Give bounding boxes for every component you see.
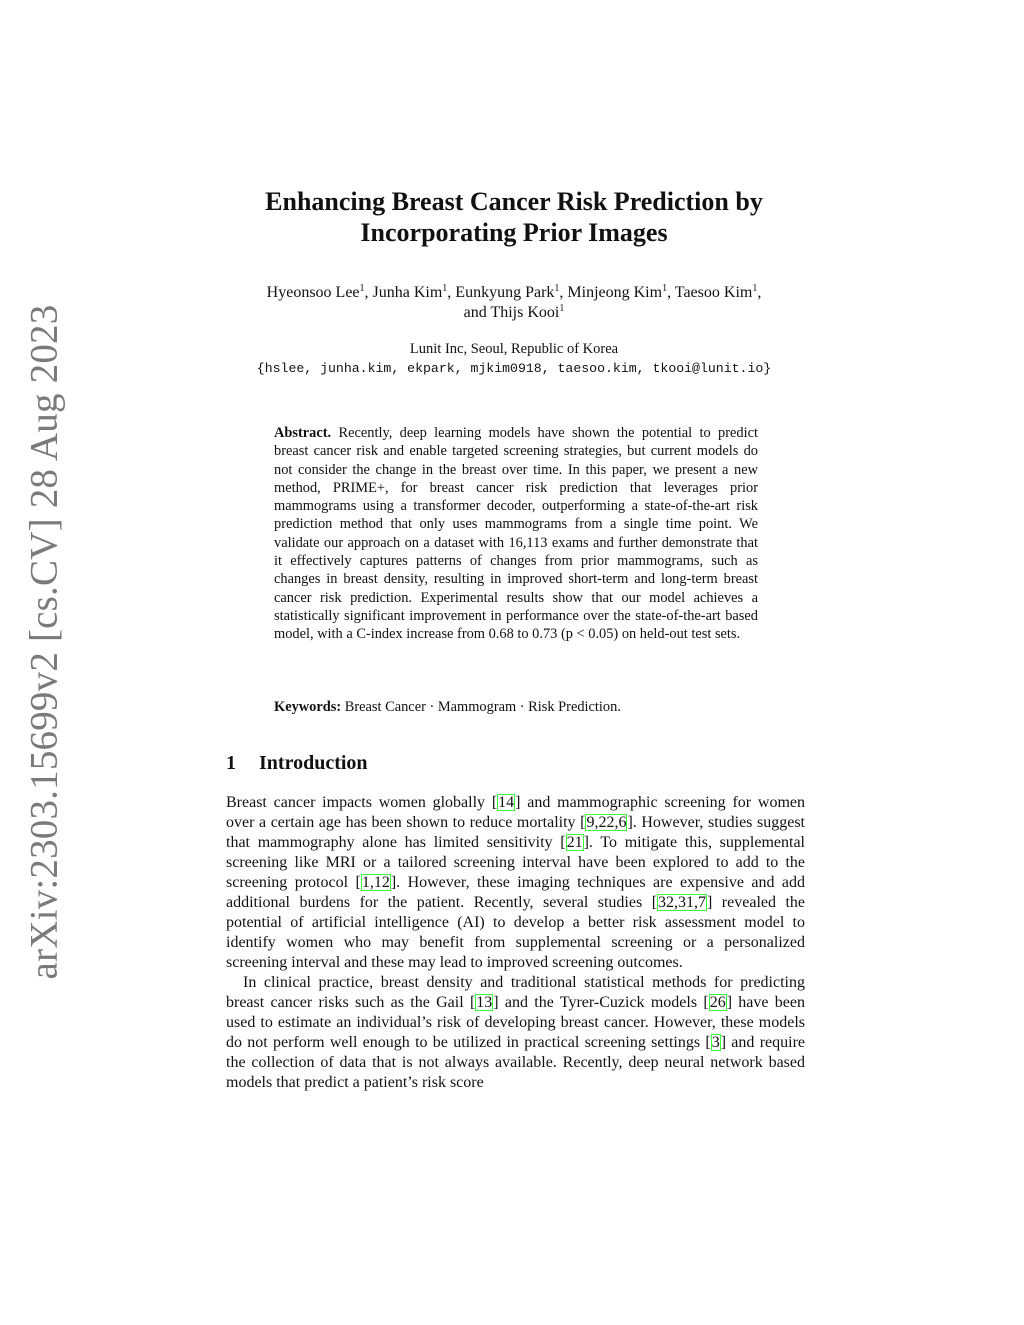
introduction-body	[226, 793, 805, 1093]
keywords-label: Keywords:	[274, 699, 342, 715]
author-affiliation-mark: 1	[359, 283, 365, 294]
keywords-text: Breast Cancer · Mammogram · Risk Prediction.	[344, 699, 621, 715]
author-affiliation-mark: 1	[752, 283, 758, 294]
author-name: Thijs Kooi	[490, 304, 560, 321]
author-name: Eunkyung Park	[455, 284, 555, 301]
author-name: Minjeong Kim	[567, 284, 663, 301]
author-affiliation-mark: 1	[554, 283, 560, 294]
abstract	[274, 424, 758, 644]
citation-link[interactable]: 32,31,7	[658, 894, 707, 911]
author-name: Hyeonsoo Lee	[266, 284, 360, 301]
citation-link[interactable]: 13	[476, 994, 493, 1011]
citation-link[interactable]: 1,12	[361, 874, 390, 891]
arxiv-identifier: arXiv:2303.15699v2 [cs.CV] 28 Aug 2023	[22, 304, 66, 980]
author-list: Hyeonsoo Lee$^1$, Junha Kim$^1$, Eunkyung Park$^1$, Minjeong Kim$^1$, Taesoo Kim$^1$, and Thijs Kooi$^1$	[266, 283, 762, 321]
abstract-text: Recently, deep learning models have shown the potential to predict breast cancer risk and enable targeted screening strategies, but current models do not consider the change in the breast over time. In this paper, we present a new method, PRIME+, for breast cancer risk prediction that leverages prior mammograms using a transformer decoder, outperforming a state-of-the-art risk prediction method that only uses mammograms from a single time point. We validate our approach on a dataset with 16,113 exams and further demonstrate that it effectively captures patterns of changes from prior mammograms, such as changes in breast density, resulting in improved short-term and long-term breast cancer risk prediction. Experimental results show that our model achieves a statistically significant improvement in performance over the state-of-the-art based model, with a C-index increase from 0.68 to 0.73 (p < 0.05) on held-out test sets.	[274, 425, 758, 643]
section-title: Introduction	[259, 752, 368, 774]
paper-title-line-2: Incorporating Prior Images	[360, 218, 668, 247]
paragraph: Breast cancer impacts women globally [14] and mammographic screening for women over a certain age has been shown to reduce mortality [9,22,6]. However, studies suggest that mammography alone has limited sensitivity [21]. To mitigate this, supplemental screening like MRI or a tailored screening interval have been explored to add to the screening protocol [1,12]. However, these imaging techniques are expensive and add additional burdens for the patient. Recently, several studies [32,31,7] revealed the potential of artificial intelligence (AI) to develop a better risk assessment model to identify women who may benefit from supplemental screening or a personalized screening interval and these may lead to improved screening outcomes.	[226, 794, 806, 971]
abstract-label: Abstract.	[274, 425, 332, 441]
affiliation: Lunit Inc, Seoul, Republic of Korea	[409, 341, 619, 357]
paper-title	[200, 186, 828, 248]
citation-link[interactable]: 26	[709, 994, 726, 1011]
keywords	[274, 698, 758, 717]
author-emails: {hslee, junha.kim, ekpark, mjkim0918, taesoo.kim, tkooi@lunit.io}	[256, 361, 772, 376]
section-number: 1	[226, 752, 236, 774]
author-name: Taesoo Kim	[674, 284, 753, 301]
citation-link[interactable]: 9,22,6	[586, 814, 627, 831]
citation-link[interactable]: 21	[566, 834, 583, 851]
author-affiliation-mark: 1	[662, 283, 668, 294]
author-affiliation-mark: 1	[442, 283, 448, 294]
arxiv-sidebar	[14, 304, 74, 980]
section-heading-introduction	[226, 750, 368, 776]
author-affiliation-mark: 1	[559, 303, 565, 314]
citation-link[interactable]: 14	[498, 794, 515, 811]
citation-link[interactable]: 3	[711, 1034, 720, 1051]
author-name: Junha Kim	[372, 284, 443, 301]
paragraph: In clinical practice, breast density and traditional statistical methods for predicting breast cancer risks such as the Gail [13] and the Tyrer-Cuzick models [26] have been used to estimate an individual’s risk of developing breast cancer. However, these models do not perform well enough to be utilized in practical screening settings [3] and require the collection of data that is not always available. Recently, deep neural network based models that predict a patient’s risk score	[226, 974, 806, 1091]
paper-title-line-1: Enhancing Breast Cancer Risk Prediction by	[265, 187, 763, 216]
